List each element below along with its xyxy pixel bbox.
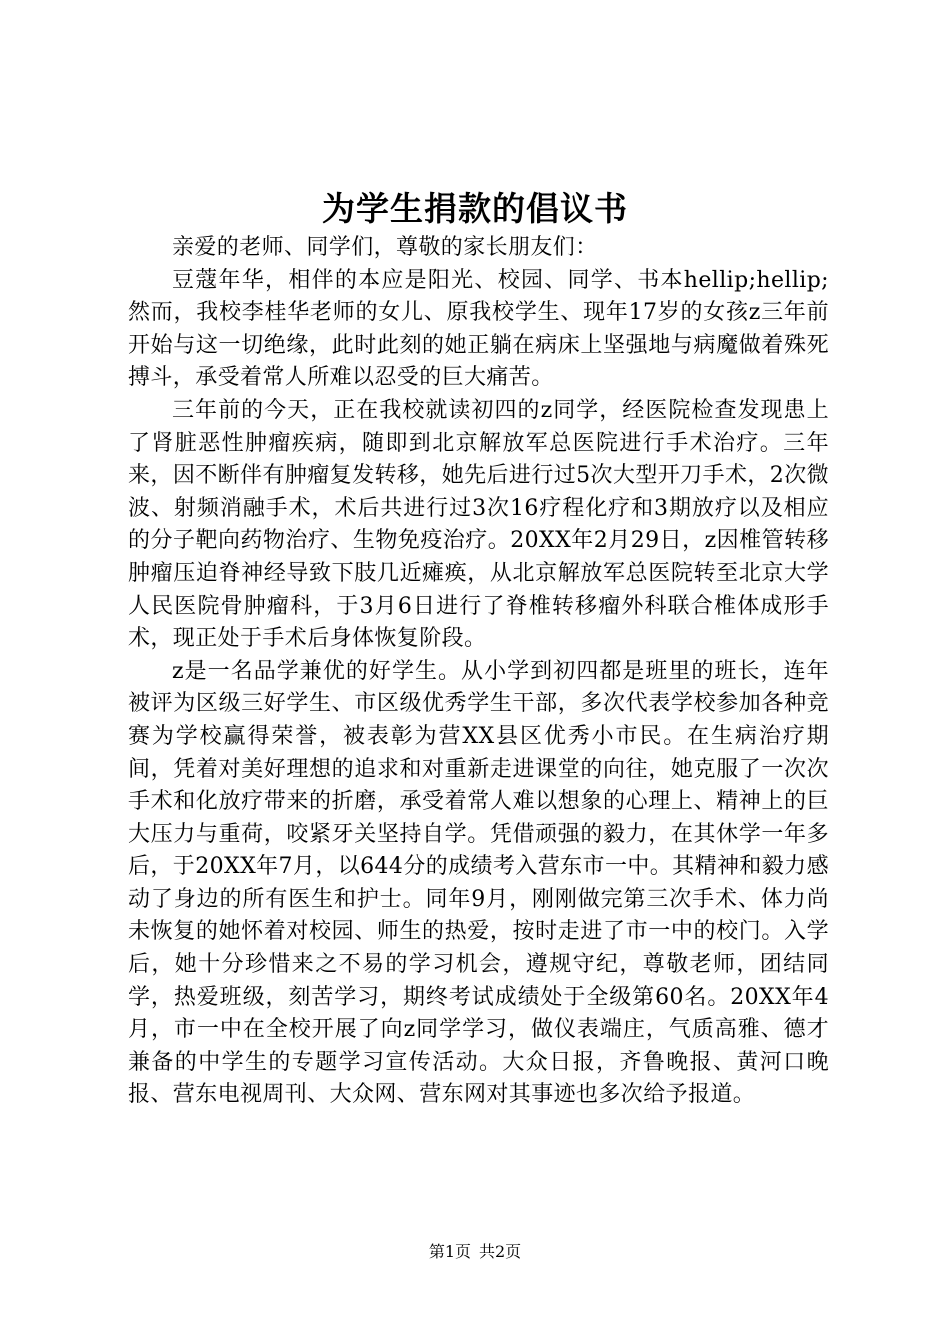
- page-footer: [0, 1241, 950, 1263]
- paragraph-3: z是一名品学兼优的好学生。从小学到初四都是班里的班长，连年被评为区级三好学生、市区级优秀学生干部，多次代表学校参加各种竞赛为学校赢得荣誉，被表彰为营XX县区优秀小市民。在生病治疗期间，凭着对美好理想的追求和对重新走进课堂的向往，她克服了一次次手术和化放疗带来的折磨，承受着常人难以想象的心理上、精神上的巨大压力与重荷，咬紧牙关坚持自学。凭借顽强的毅力，在其休学一年多后，于20XX年7月，以644分的成绩考入营东市一中。其精神和毅力感动了身边的所有医生和护士。同年9月，刚刚做完第三次手术、体力尚未恢复的她怀着对校园、师生的热爱，按时走进了市一中的校门。入学后，她十分珍惜来之不易的学习机会，遵规守纪，尊敬老师，团结同学，热爱班级，刻苦学习，期终考试成绩处于全级第60名。20XX年4月，市一中在全校开展了向z同学学习，做仪表端庄，气质高雅、德才兼备的中学生的专题学习宣传活动。大众日报，齐鲁晚报、黄河口晚报、营东电视周刊、大众网、营东网对其事迹也多次给予报道。: [128, 658, 829, 1108]
- paragraph-1: 豆蔻年华，相伴的本应是阳光、校园、同学、书本hellip;hellip;然而，我校李桂华老师的女儿、原我校学生、现年17岁的女孩z三年前开始与这一切绝缘，此时此刻的她正躺在病床上坚强地与病魔做着殊死搏斗，承受着常人所难以忍受的巨大痛苦。: [128, 267, 829, 391]
- salutation: 亲爱的老师、同学们，尊敬的家长朋友们：: [172, 235, 598, 260]
- paragraph-2: 三年前的今天，正在我校就读初四的z同学，经医院检查发现患上了肾脏恶性肿瘤疾病，随即到北京解放军总医院进行手术治疗。三年来，因不断伴有肿瘤复发转移，她先后进行过5次大型开刀手术，2次微波、射频消融手术，术后共进行过3次16疗程化疗和3期放疗以及相应的分子靶向药物治疗、生物免疫治疗。20XX年2月29日，z因椎管转移肿瘤压迫脊神经导致下肢几近瘫痪，从北京解放军总医院转至北京大学人民医院骨肿瘤科，于3月6日进行了脊椎转移瘤外科联合椎体成形手术，现正处于手术后身体恢复阶段。: [128, 397, 829, 652]
- page-number: 第1页: [428, 1242, 471, 1261]
- document-body: [128, 232, 829, 1112]
- document-title: 为学生捐款的倡议书: [322, 189, 628, 228]
- page-total: 共2页: [479, 1242, 522, 1261]
